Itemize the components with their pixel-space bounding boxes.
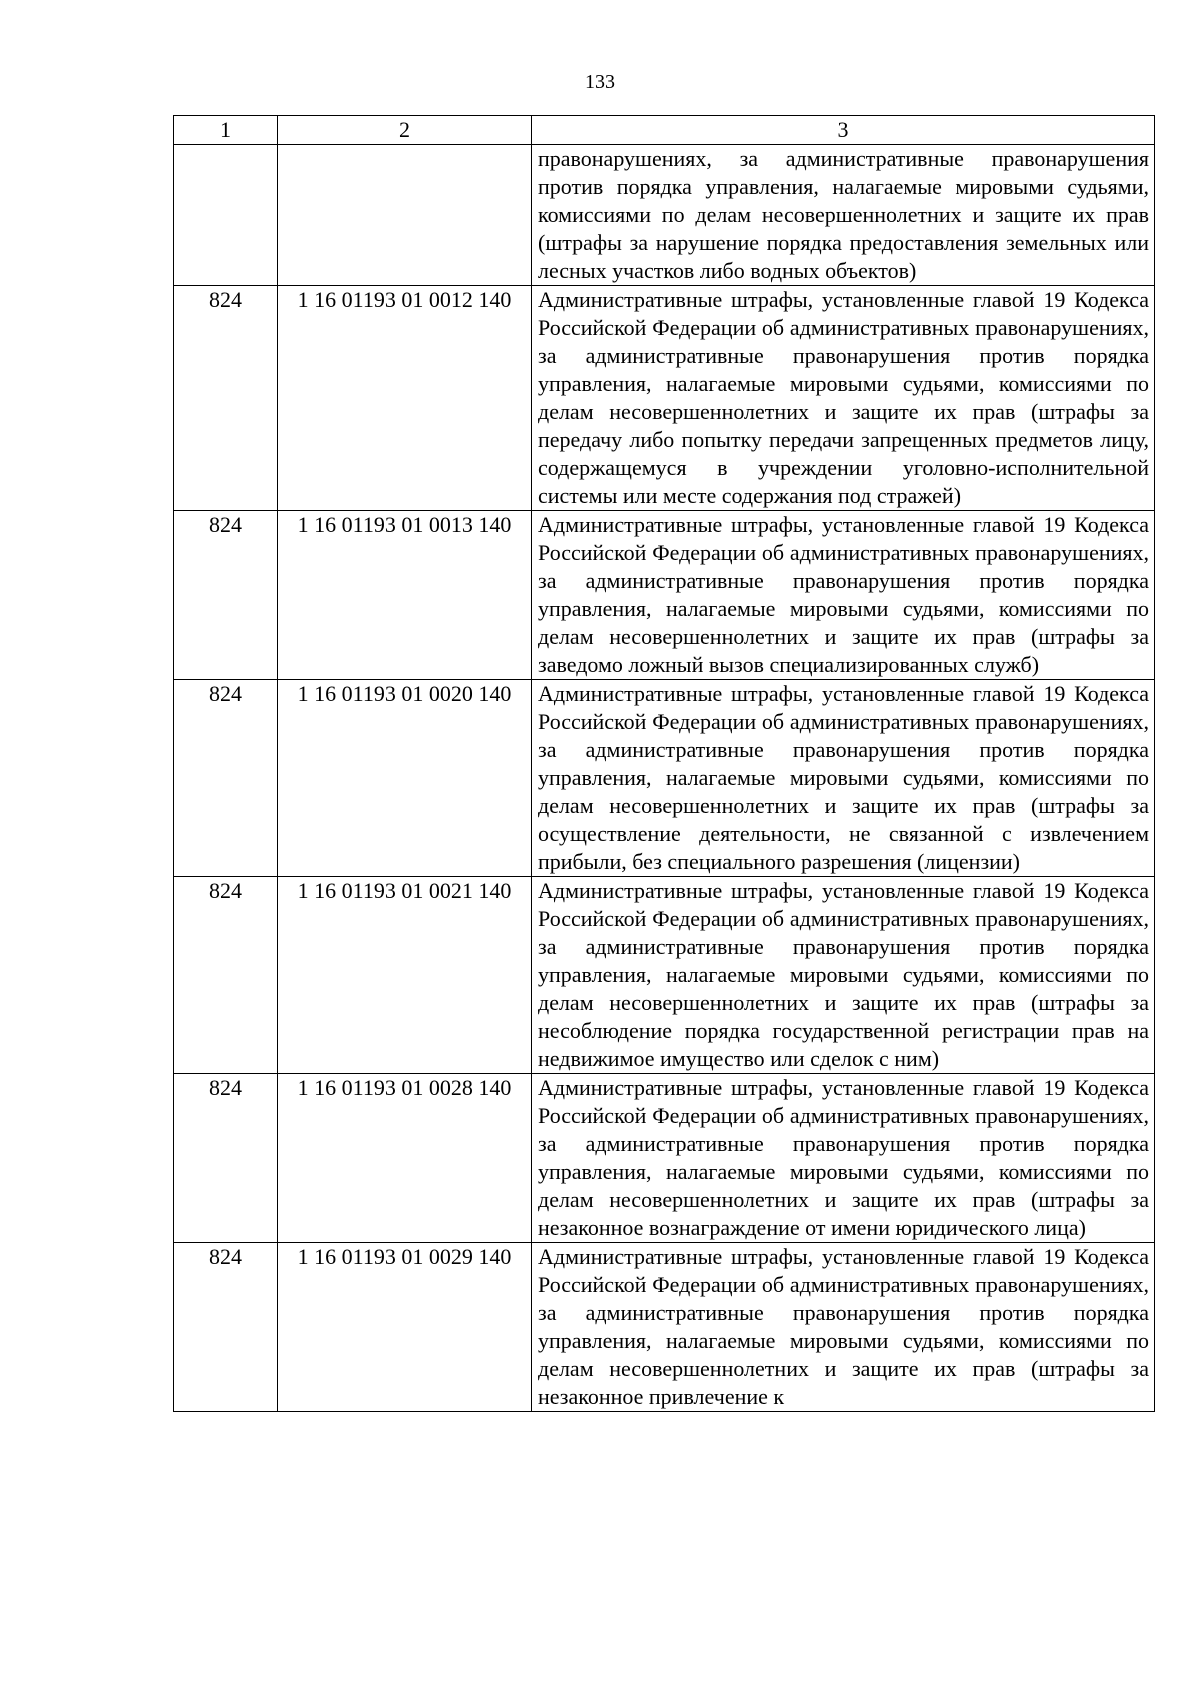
column-header-1: 1 xyxy=(174,116,278,145)
revenue-code-cell: 1 16 01193 01 0021 140 xyxy=(278,877,532,1074)
table-row xyxy=(174,1243,1155,1412)
table-row xyxy=(174,680,1155,877)
admin-code-cell: 824 xyxy=(174,1074,278,1243)
description-cell: Административные штрафы, установленные главой 19 Кодекса Российской Федерации об административных правонарушениях, за административные правонарушения против порядка управления, налагаемые мировыми судьями, комиссиями по делам несовершеннолетних и защите их прав (штрафы за незаконное вознаграждение от имени юридического лица) xyxy=(532,1074,1155,1243)
description-cell: Административные штрафы, установленные главой 19 Кодекса Российской Федерации об административных правонарушениях, за административные правонарушения против порядка управления, налагаемые мировыми судьями, комиссиями по делам несовершеннолетних и защите их прав (штрафы за осуществление деятельности, не связанной с извлечением прибыли, без специального разрешения (лицензии) xyxy=(532,680,1155,877)
description-cell: Административные штрафы, установленные главой 19 Кодекса Российской Федерации об административных правонарушениях, за административные правонарушения против порядка управления, налагаемые мировыми судьями, комиссиями по делам несовершеннолетних и защите их прав (штрафы за незаконное привлечение к xyxy=(532,1243,1155,1412)
description-cell: Административные штрафы, установленные главой 19 Кодекса Российской Федерации об административных правонарушениях, за административные правонарушения против порядка управления, налагаемые мировыми судьями, комиссиями по делам несовершеннолетних и защите их прав (штрафы за передачу либо попытку передачи запрещенных предметов лицу, содержащемуся в учреждении уголовно-исполнительной системы или месте содержания под стражей) xyxy=(532,286,1155,511)
revenue-code-cell: 1 16 01193 01 0013 140 xyxy=(278,511,532,680)
revenue-code-cell: 1 16 01193 01 0012 140 xyxy=(278,286,532,511)
description-cell: Административные штрафы, установленные главой 19 Кодекса Российской Федерации об административных правонарушениях, за административные правонарушения против порядка управления, налагаемые мировыми судьями, комиссиями по делам несовершеннолетних и защите их прав (штрафы за несоблюдение порядка государственной регистрации прав на недвижимое имущество или сделок с ним) xyxy=(532,877,1155,1074)
page-number: 133 xyxy=(585,71,615,93)
revenue-code-cell: 1 16 01193 01 0028 140 xyxy=(278,1074,532,1243)
revenue-code-cell: 1 16 01193 01 0020 140 xyxy=(278,680,532,877)
column-header-2: 2 xyxy=(278,116,532,145)
admin-code-cell: 824 xyxy=(174,1243,278,1412)
admin-code-cell: 824 xyxy=(174,877,278,1074)
table-header-row xyxy=(174,116,1155,145)
table-row xyxy=(174,511,1155,680)
admin-code-cell xyxy=(174,145,278,286)
revenue-codes-table xyxy=(173,115,1155,1412)
revenue-code-cell xyxy=(278,145,532,286)
admin-code-cell: 824 xyxy=(174,680,278,877)
admin-code-cell: 824 xyxy=(174,286,278,511)
table-row xyxy=(174,145,1155,286)
description-cell: правонарушениях, за административные правонарушения против порядка управления, налагаемые мировыми судьями, комиссиями по делам несовершеннолетних и защите их прав (штрафы за нарушение порядка предоставления земельных или лесных участков либо водных объектов) xyxy=(532,145,1155,286)
admin-code-cell: 824 xyxy=(174,511,278,680)
description-cell: Административные штрафы, установленные главой 19 Кодекса Российской Федерации об административных правонарушениях, за административные правонарушения против порядка управления, налагаемые мировыми судьями, комиссиями по делам несовершеннолетних и защите их прав (штрафы за заведомо ложный вызов специализированных служб) xyxy=(532,511,1155,680)
revenue-code-cell: 1 16 01193 01 0029 140 xyxy=(278,1243,532,1412)
table-row xyxy=(174,286,1155,511)
table-row xyxy=(174,1074,1155,1243)
column-header-3: 3 xyxy=(532,116,1155,145)
table-row xyxy=(174,877,1155,1074)
